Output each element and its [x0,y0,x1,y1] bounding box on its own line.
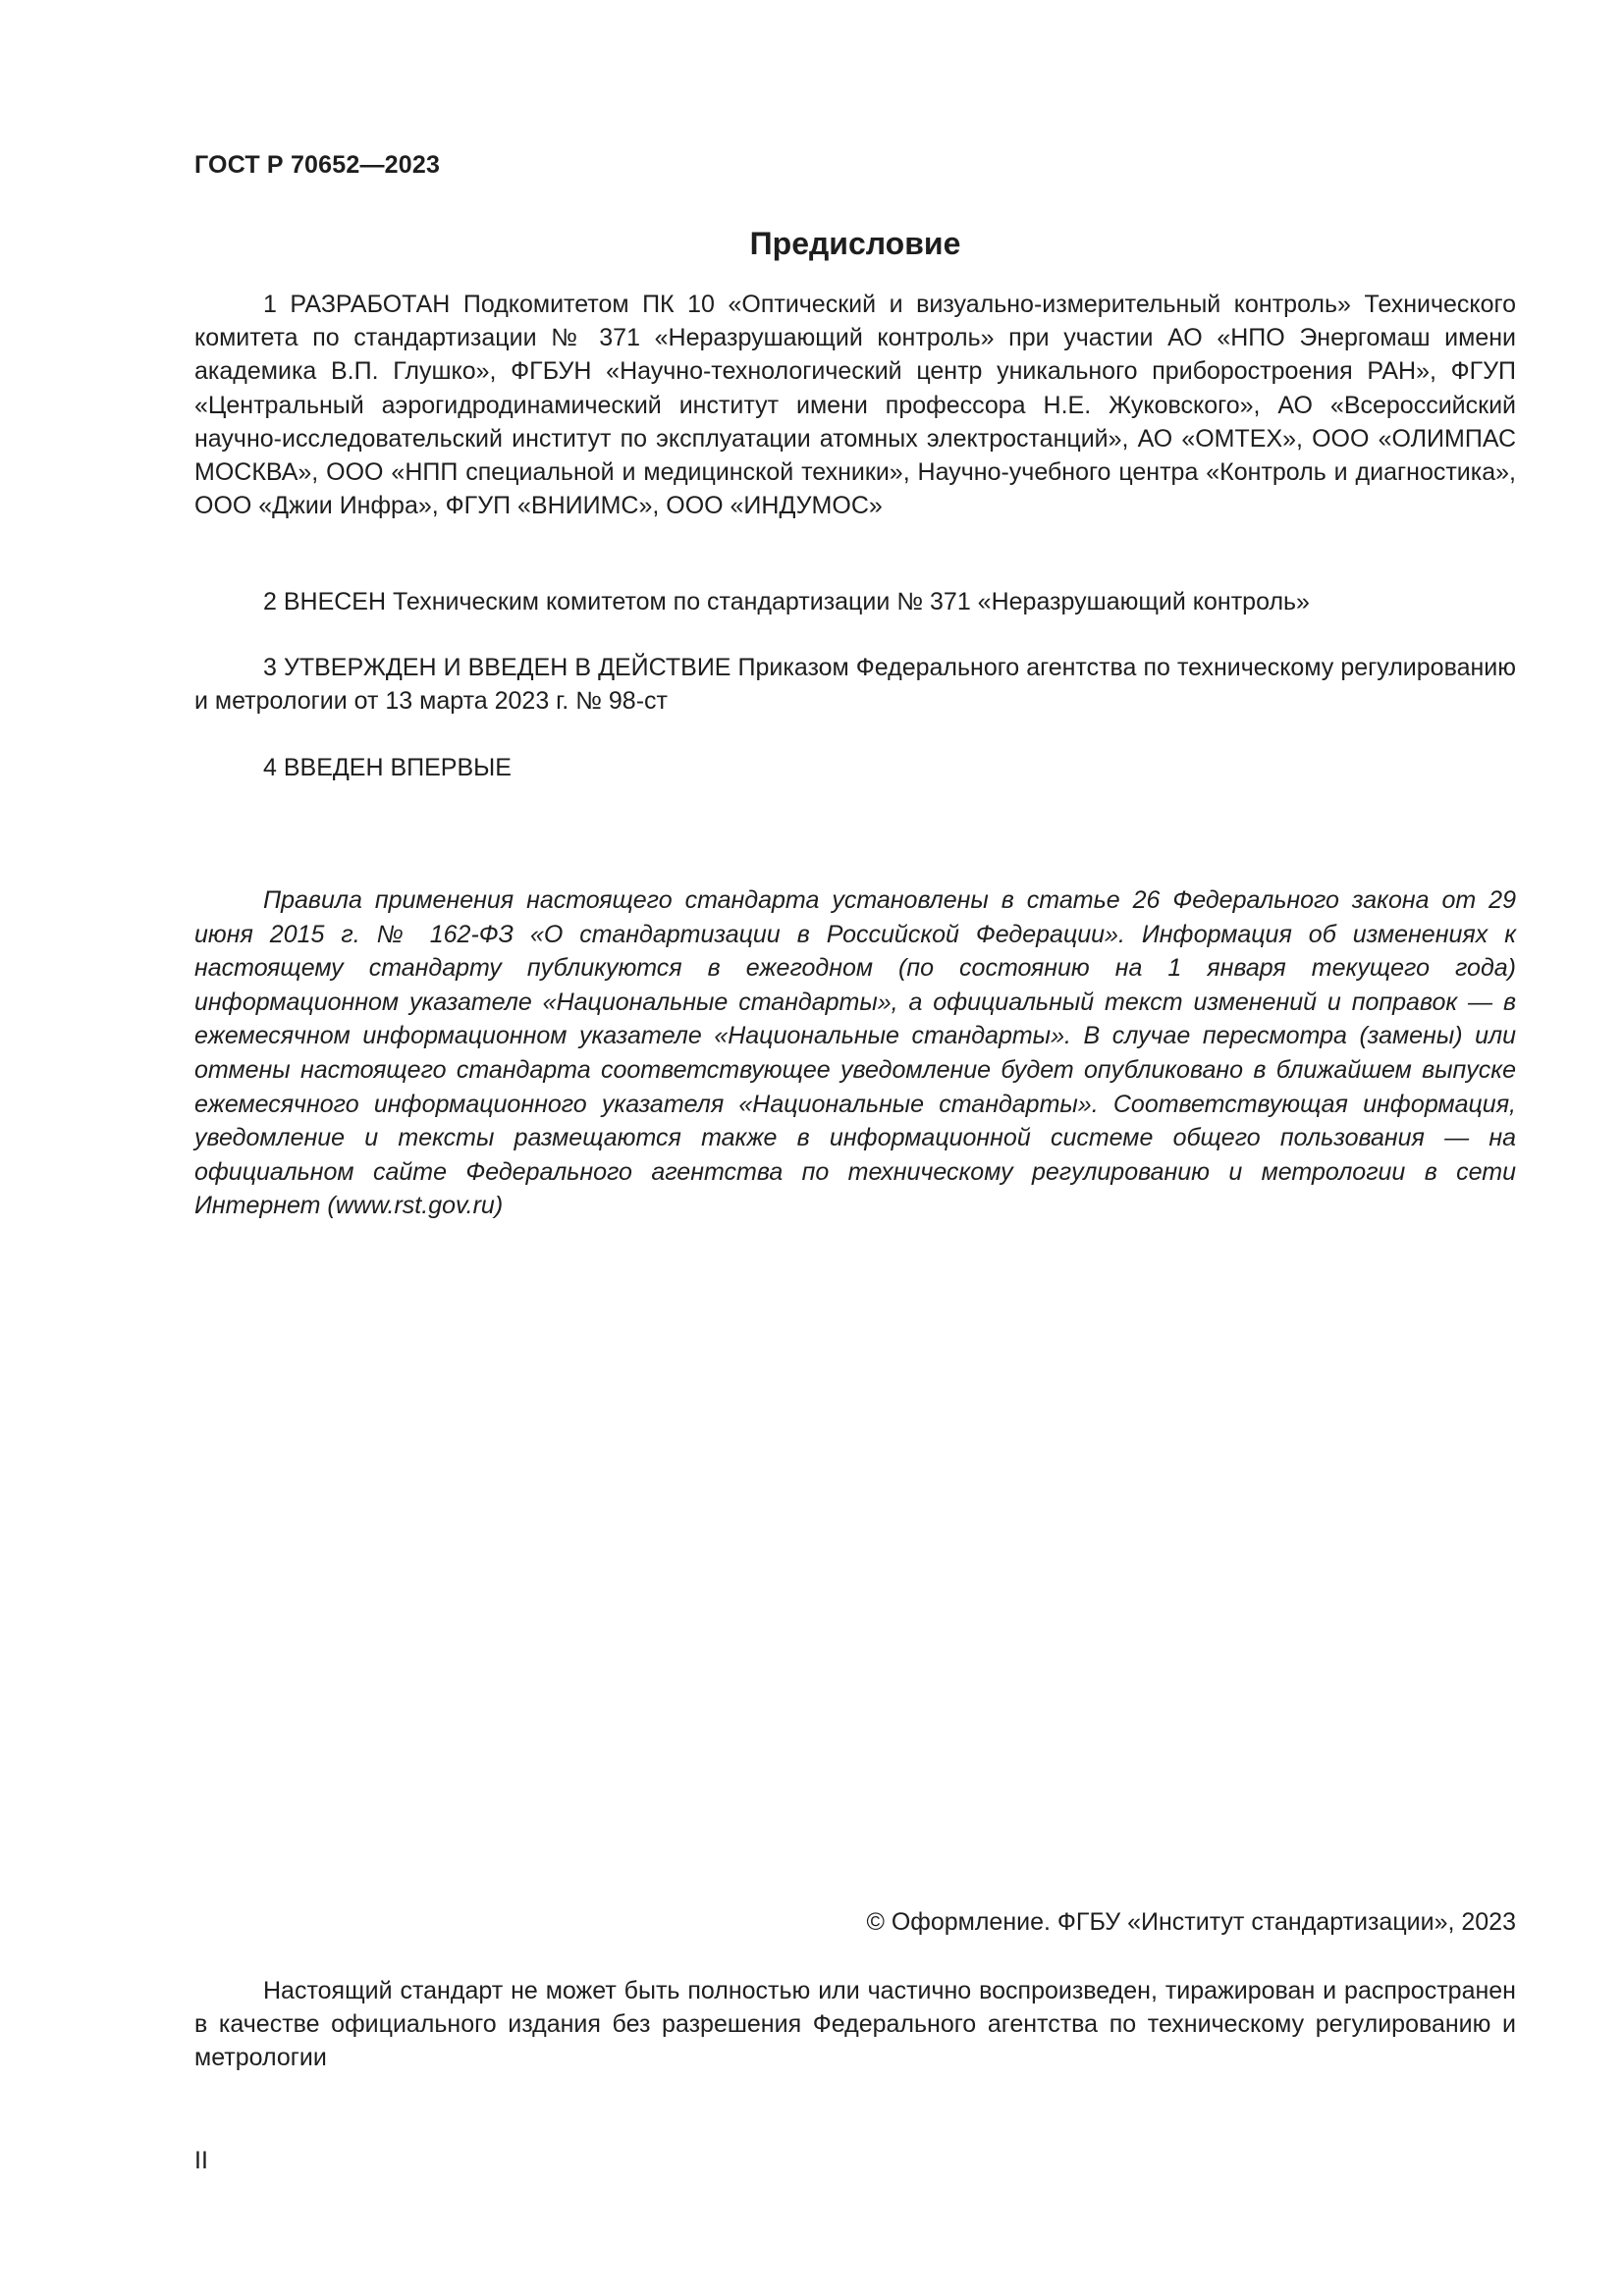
foreword-item-2: 2 ВНЕСЕН Техническим комитетом по стандартизации № 371 «Неразрушающий контроль» [263,588,1310,615]
document-code: ГОСТ Р 70652—2023 [194,151,441,179]
application-rules-note: Правила применения настоящего стандарта установлены в статье 26 Федерального закона от 29 июня 2015 г. № 162-ФЗ «О стандартизации в Российской Федерации». Информация об изменениях к настоящему стандарту публикуются в ежегодном (по состоянию на 1 января текущего года) информационном указателе «Национальные стандарты», а официальный текст изменений и поправок — в ежемесячном информационном указателе «Национальные стандарты». В случае пересмотра (замены) или отмены настоящего стандарта соответствующее уведомление будет опубликовано в ближайшем выпуске ежемесячного информационного указателя «Национальные стандарты». Соответствующая информация, уведомление и тексты размещаются также в информационной системе общего пользования — на официальном сайте Федерального агентства по техническому регулированию и метрологии в сети Интернет (www.rst.gov.ru) [194,886,1516,1220]
reproduction-notice: Настоящий стандарт не может быть полностью или частично воспроизведен, тиражирован и распространен в качестве официального издания без разрешения Федерального агентства по техническому регулированию и метрологии [194,1977,1516,2072]
page-number: II [194,2147,208,2174]
foreword-item-1: 1 РАЗРАБОТАН Подкомитетом ПК 10 «Оптический и визуально-измерительный контроль» Технического комитета по стандартизации № 371 «Неразрушающий контроль» при участии АО «НПО Энергомаш имени академика В.П. Глушко», ФГБУН «Научно-технологический центр уникального приборостроения РАН», ФГУП «Центральный аэрогидродинамический институт имени профессора Н.Е. Жуковского», АО «Всероссийский научно-исследовательский институт по эксплуатации атомных электростанций», АО «ОМТЕХ», ООО «ОЛИМПАС МОСКВА», ООО «НПП специальной и медицинской техники», Научно-учебного центра «Контроль и диагностика», ООО «Джии Инфра», ФГУП «ВНИИМС», ООО «ИНДУМОС» [194,291,1516,520]
page-title: Предисловие [749,226,961,261]
copyright-line: © Оформление. ФГБУ «Институт стандартизации», 2023 [866,1908,1516,1936]
foreword-item-3: 3 УТВЕРЖДЕН И ВВЕДЕН В ДЕЙСТВИЕ Приказом Федерального агентства по техническому регулированию и метрологии от 13 марта 2023 г. № 98-ст [194,654,1516,716]
foreword-item-4: 4 ВВЕДЕН ВПЕРВЫЕ [263,754,512,781]
